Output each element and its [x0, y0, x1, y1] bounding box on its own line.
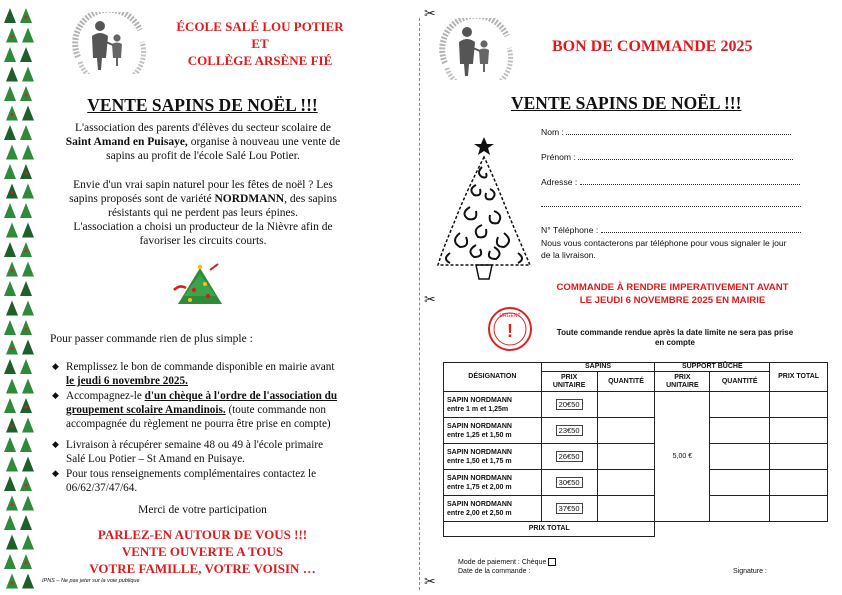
tree-icon [20, 8, 32, 23]
step-3-line-1: Livraison à récupérer semaine 48 ou 49 à l'école primaire [66, 439, 324, 451]
tree-icon [4, 125, 16, 140]
payment-mode [458, 558, 556, 566]
tree-icon [6, 535, 18, 550]
telephone-field[interactable] [541, 224, 801, 235]
quantity-input-cell[interactable] [597, 496, 655, 522]
tree-icon [6, 379, 18, 394]
table-row [444, 418, 828, 444]
designation-cell: SAPIN NORDMANN entre 1,50 et 1,75 m [444, 444, 542, 470]
ornament-icon [25, 406, 28, 409]
school-heading [160, 18, 360, 69]
variety-name: NORDMANN [214, 193, 285, 205]
order-table [443, 362, 828, 537]
tree-icon [22, 184, 34, 199]
deadline-line-1: COMMANDE À RENDRE IMPERATIVEMENT AVANT [556, 282, 789, 293]
step-1-deadline: le jeudi 6 novembre 2025. [66, 375, 188, 387]
swirl-christmas-tree [436, 133, 532, 283]
order-date: Date de la commande : [458, 568, 531, 575]
designation-cell: SAPIN NORDMANN entre 1,75 et 2,00 m [444, 470, 542, 496]
step-2-group: groupement scolaire Amandinois. [66, 404, 226, 416]
telephone-input-line[interactable] [601, 224, 801, 233]
christmas-trees-border [4, 6, 36, 591]
tree-icon [20, 281, 32, 296]
nom-field[interactable] [541, 126, 791, 137]
svg-text:!: ! [507, 321, 513, 341]
tree-icon [4, 359, 16, 374]
tree-icon [20, 359, 32, 374]
tree-icon [4, 515, 16, 530]
tree-icon [22, 340, 34, 355]
tree-icon [22, 145, 34, 160]
tree-icon [20, 515, 32, 530]
tree-icon [6, 574, 18, 589]
tree-icon [22, 67, 34, 82]
tree-icon [4, 47, 16, 62]
variety-line-3: résistants qui ne perdent pas leurs épines. [107, 207, 299, 219]
tree-icon [22, 223, 34, 238]
tree-icon [22, 457, 34, 472]
tree-icon [6, 262, 18, 277]
tree-icon [6, 145, 18, 160]
header-support: SUPPORT BÛCHE [655, 363, 770, 372]
ornament-icon [11, 347, 14, 350]
ornament-icon [25, 16, 28, 19]
tree-icon [22, 28, 34, 43]
tree-icon [22, 106, 34, 121]
tree-icon [4, 437, 16, 452]
deadline-notice [540, 281, 805, 307]
tree-icon [22, 574, 34, 589]
tree-icon [20, 242, 32, 257]
quantity-input-cell[interactable] [597, 418, 655, 444]
tree-icon [20, 47, 32, 62]
variety-line-2a: sapins proposés sont de variété [69, 193, 215, 205]
designation-cell: SAPIN NORDMANN entre 1 m et 1,25m [444, 392, 542, 418]
payment-label: Mode de paiement : [458, 558, 520, 566]
tree-icon [22, 379, 34, 394]
tree-icon [22, 301, 34, 316]
tree-icon [6, 496, 18, 511]
variety-line-5: favoriser les circuits courts. [139, 235, 267, 247]
stamp-label: URGENT [499, 313, 521, 319]
telephone-label: N° Téléphone : [541, 225, 599, 235]
order-steps [52, 360, 372, 495]
step-4 [52, 467, 372, 495]
tree-icon [6, 28, 18, 43]
scissors-icon: ✂ [424, 292, 436, 308]
decorated-tree-clipart [170, 262, 228, 310]
tree-icon [6, 106, 18, 121]
step-2-prefix: Accompagnez-le [66, 390, 145, 402]
tel-note-line-2: de la livraison. [541, 250, 596, 260]
ornament-icon [25, 172, 28, 175]
unit-price-cell [541, 418, 597, 444]
tree-icon [20, 203, 32, 218]
left-title: VENTE SAPINS DE NOËL !!! [87, 95, 318, 115]
cta-line-2: VENTE OUVERTE A TOUS [121, 544, 284, 559]
tree-icon [20, 164, 32, 179]
tree-icon [20, 476, 32, 491]
ornament-icon [25, 562, 28, 565]
right-title: VENTE SAPINS DE NOËL !!! [511, 93, 742, 113]
association-logo [437, 18, 515, 80]
prenom-label: Prénom : [541, 152, 576, 162]
header-quantite-support: QUANTITÉ [710, 372, 770, 392]
unit-price: 30€50 [556, 477, 583, 488]
adresse-field-2[interactable] [541, 198, 801, 209]
step-1-line-1: Remplissez le bon de commande disponible en mairie avant [66, 361, 335, 373]
intro-line-3: sapins au profit de l'école Salé Lou Potier. [106, 150, 300, 162]
ipns-footer: IPNS – Ne pas jeter sur la voie publique [42, 578, 140, 584]
intro-paragraph [48, 121, 358, 163]
intro-line-1: L'association des parents d'élèves du secteur scolaire de [74, 122, 332, 134]
order-form-title: BON DE COMMANDE 2025 [552, 38, 753, 55]
total-label: PRIX TOTAL [444, 522, 655, 537]
ornament-icon [25, 484, 28, 487]
table-row [444, 444, 828, 470]
diamond-bullet-icon: ◆ [52, 469, 59, 479]
quantity-input-cell[interactable] [597, 444, 655, 470]
school-line-1: ÉCOLE SALÉ LOU POTIER [176, 19, 344, 34]
late-notice [540, 328, 810, 348]
header-sapins: SAPINS [541, 363, 655, 372]
row-total-cell[interactable] [770, 418, 828, 444]
header-quantite-sapin: QUANTITÉ [597, 372, 655, 392]
ornament-icon [11, 581, 14, 584]
unit-price: 23€50 [556, 425, 583, 436]
header-designation: DÉSIGNATION [444, 363, 542, 392]
row-total-cell[interactable] [770, 470, 828, 496]
variety-line-4: L'association a choisi un producteur de la Nièvre afin de [73, 221, 333, 233]
tree-icon [6, 301, 18, 316]
contact-phone: 06/62/37/47/64. [66, 482, 138, 494]
nom-input-line[interactable] [566, 126, 791, 135]
unit-price: 20€50 [556, 399, 583, 410]
tree-icon [20, 86, 32, 101]
unit-price-cell [541, 470, 597, 496]
table-row [444, 470, 828, 496]
order-intro: Pour passer commande rien de plus simple : [50, 333, 253, 345]
unit-price: 37€50 [556, 503, 583, 514]
header-prix-total: PRIX TOTAL [770, 363, 828, 392]
ornament-icon [11, 503, 14, 506]
step-3-line-2: Salé Lou Potier – St Amand en Puisaye. [66, 453, 245, 465]
tree-icon [6, 340, 18, 355]
tel-note-line-1: Nous vous contacterons par téléphone pour vous signaler le jour [541, 238, 787, 248]
prenom-field[interactable] [541, 151, 793, 162]
tree-icon [4, 398, 16, 413]
school-line-3: COLLÈGE ARSÈNE FIÉ [187, 53, 333, 68]
tree-icon [6, 457, 18, 472]
support-unit-price: 5,00 € [655, 392, 710, 522]
step-2 [52, 389, 372, 431]
ornament-icon [25, 94, 28, 97]
diamond-bullet-icon: ◆ [52, 391, 59, 401]
tree-icon [4, 554, 16, 569]
empty-cell [655, 522, 710, 537]
ornament-icon [25, 250, 28, 253]
call-to-action [60, 526, 345, 577]
ornament-icon [11, 113, 14, 116]
step-2-note-2: accompagnée du règlement ne pourra être prise en compte) [66, 418, 331, 430]
tree-icon [4, 164, 16, 179]
adresse-label: Adresse : [541, 177, 578, 187]
designation-cell: SAPIN NORDMANN entre 2,00 et 2,50 m [444, 496, 542, 522]
signature-label: Signature : [733, 568, 767, 575]
support-quantity-input-cell[interactable] [710, 444, 770, 470]
variety-line-2c: , des sapins [284, 193, 337, 205]
cut-line [419, 18, 420, 590]
support-quantity-input-cell[interactable] [710, 496, 770, 522]
step-2-cheque: d'un chèque à l'ordre de l'association du [144, 390, 338, 402]
adresse-input-line[interactable] [580, 176, 800, 185]
tree-icon [22, 496, 34, 511]
quantity-input-cell[interactable] [597, 470, 655, 496]
diamond-bullet-icon: ◆ [52, 362, 59, 372]
step-1 [52, 360, 372, 388]
tree-icon [6, 67, 18, 82]
tree-icon [6, 418, 18, 433]
support-quantity-input-cell[interactable] [710, 470, 770, 496]
unit-price-cell [541, 392, 597, 418]
header-prix-unitaire-support: PRIX UNITAIRE [655, 372, 710, 392]
intro-line-2-rest: organise à nouveau une vente de [187, 136, 341, 148]
support-quantity-input-cell[interactable] [710, 418, 770, 444]
row-total-cell[interactable] [770, 392, 828, 418]
late-line-2: en compte [654, 338, 695, 347]
step-3 [52, 438, 372, 466]
unit-price-cell [541, 496, 597, 522]
empty-cell [770, 522, 828, 537]
prenom-input-line[interactable] [578, 151, 793, 160]
designation-cell: SAPIN NORDMANN entre 1,25 et 1,50 m [444, 418, 542, 444]
ornament-icon [11, 35, 14, 38]
tree-icon [20, 554, 32, 569]
row-total-cell[interactable] [770, 444, 828, 470]
tree-icon [4, 8, 16, 23]
ornament-icon [11, 191, 14, 194]
variety-paragraph [48, 178, 358, 248]
tree-icon [6, 184, 18, 199]
row-total-cell[interactable] [770, 496, 828, 522]
tree-icon [4, 203, 16, 218]
tree-icon [4, 476, 16, 491]
ornament-icon [11, 269, 14, 272]
cheque-checkbox[interactable] [548, 558, 556, 566]
nom-label: Nom : [541, 127, 564, 137]
step-2-note-1: (toute commande non [225, 404, 326, 416]
ornament-icon [25, 328, 28, 331]
tree-icon [20, 125, 32, 140]
diamond-bullet-icon: ◆ [52, 440, 59, 450]
late-line-1: Toute commande rendue après la date limite ne sera pas prise [556, 328, 794, 337]
tree-icon [22, 262, 34, 277]
cta-line-3: VOTRE FAMILLE, VOTRE VOISIN … [89, 561, 316, 576]
tree-icon [22, 418, 34, 433]
variety-line-2 [48, 192, 358, 206]
telephone-note [541, 237, 787, 261]
tree-icon [6, 223, 18, 238]
town-name: Saint Amand en Puisaye, [65, 136, 188, 148]
scissors-icon: ✂ [424, 6, 436, 22]
association-logo [70, 12, 148, 74]
support-quantity-input-cell[interactable] [710, 392, 770, 418]
tree-icon [4, 242, 16, 257]
empty-cell [710, 522, 770, 537]
variety-line-1: Envie d'un vrai sapin naturel pour les fêtes de noël ? Les [73, 179, 333, 191]
adresse-field[interactable] [541, 176, 800, 187]
table-row [444, 496, 828, 522]
table-row [444, 392, 828, 418]
step-4-line-1: Pour tous renseignements complémentaires contactez le [66, 468, 317, 480]
cta-line-1: PARLEZ-EN AUTOUR DE VOUS !!! [97, 527, 308, 542]
tree-icon [20, 320, 32, 335]
unit-price-cell [541, 444, 597, 470]
school-line-2: ET [251, 36, 269, 51]
header-prix-unitaire-sapin: PRIX UNITAIRE [541, 372, 597, 392]
unit-price: 26€50 [556, 451, 583, 462]
ornament-icon [11, 425, 14, 428]
tree-icon [4, 86, 16, 101]
urgent-stamp [486, 305, 534, 353]
adresse-input-line-2[interactable] [541, 198, 801, 207]
tree-icon [4, 281, 16, 296]
scissors-icon: ✂ [424, 574, 436, 590]
tree-icon [20, 398, 32, 413]
thanks-text: Merci de votre participation [138, 504, 267, 516]
quantity-input-cell[interactable] [597, 392, 655, 418]
tree-icon [22, 535, 34, 550]
tree-icon [20, 437, 32, 452]
tree-icon [4, 320, 16, 335]
cheque-label: Chèque [521, 558, 547, 566]
intro-line-2 [48, 135, 358, 149]
deadline-line-2: LE JEUDI 6 NOVEMBRE 2025 EN MAIRIE [579, 295, 766, 306]
